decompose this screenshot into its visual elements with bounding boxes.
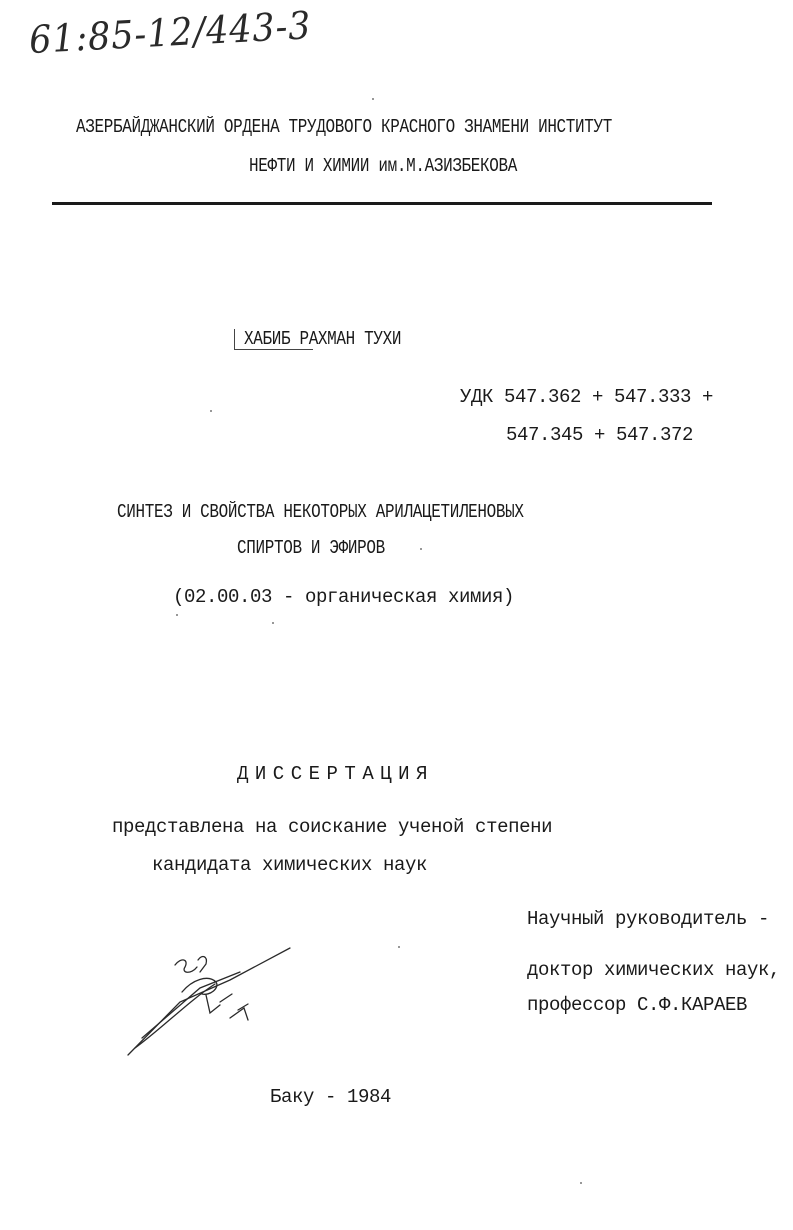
scan-speck bbox=[420, 548, 422, 550]
archive-number-handwritten: 61:85-12/443-3 bbox=[28, 3, 313, 62]
author-name: ХАБИБ РАХМАН ТУХИ bbox=[244, 328, 402, 350]
place-and-year: Баку - 1984 bbox=[270, 1086, 392, 1108]
header-rule bbox=[52, 202, 712, 205]
udk-line-1: УДК 547.362 + 547.333 + bbox=[460, 386, 714, 408]
scan-speck bbox=[372, 98, 374, 100]
document-type: ДИССЕРТАЦИЯ bbox=[237, 763, 434, 785]
degree-line-1: представлена на соискание ученой степени bbox=[112, 816, 553, 838]
advisor-degree: доктор химических наук, bbox=[527, 959, 781, 981]
specialty: (02.00.03 - органическая химия) bbox=[173, 586, 515, 608]
title-line-2: СПИРТОВ И ЭФИРОВ bbox=[237, 537, 385, 559]
institution-line-2: НЕФТИ И ХИМИИ им.М.АЗИЗБЕКОВА bbox=[249, 155, 518, 177]
advisor-label: Научный руководитель - bbox=[527, 908, 770, 930]
udk-line-2: 547.345 + 547.372 bbox=[506, 424, 694, 446]
scan-speck bbox=[398, 946, 400, 948]
title-line-1: СИНТЕЗ И СВОЙСТВА НЕКОТОРЫХ АРИЛАЦЕТИЛЕНОВЫХ bbox=[117, 501, 524, 523]
scan-speck bbox=[176, 614, 178, 616]
institution-line-1: АЗЕРБАЙДЖАНСКИЙ ОРДЕНА ТРУДОВОГО КРАСНОГО ЗНАМЕНИ ИНСТИТУТ bbox=[76, 116, 613, 138]
degree-line-2: кандидата химических наук bbox=[152, 854, 428, 876]
scan-speck bbox=[272, 622, 274, 624]
scan-speck bbox=[210, 410, 212, 412]
handwritten-signature bbox=[120, 940, 310, 1060]
scan-speck bbox=[580, 1182, 582, 1184]
advisor-name: профессор С.Ф.КАРАЕВ bbox=[527, 994, 748, 1016]
